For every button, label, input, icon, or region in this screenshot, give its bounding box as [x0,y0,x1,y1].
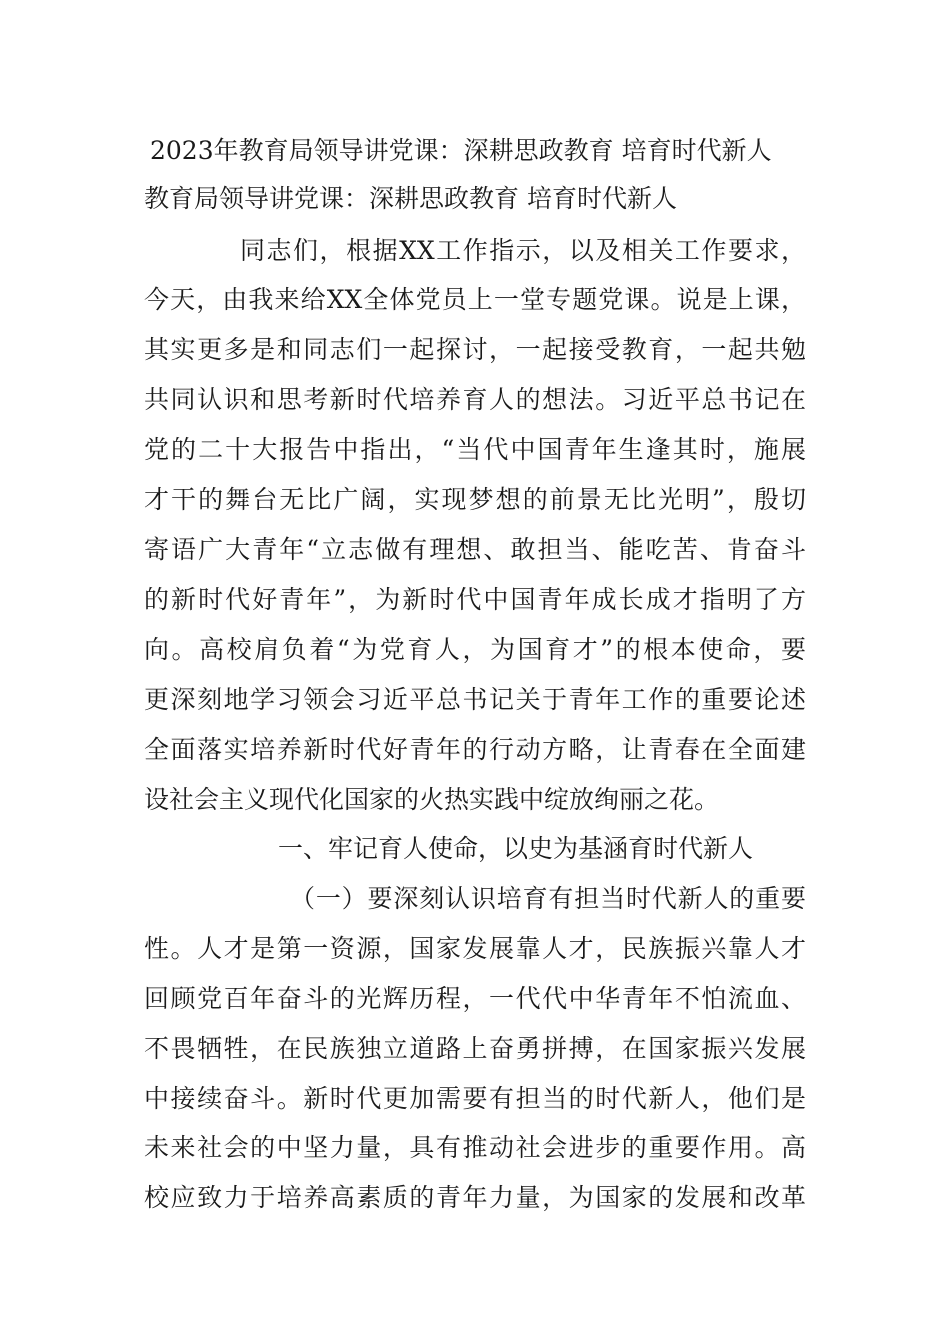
paragraph-line: 校应致力于培养高素质的青年力量，为国家的发展和改革 [144,1183,806,1212]
paragraph-line: 回顾党百年奋斗的光辉历程，一代代中华青年不怕流血、 [144,984,806,1013]
paragraph-line: 今天，由我来给XX全体党员上一堂专题党课。说是上课， [144,285,806,314]
section-heading: 一、牢记育人使命，以史为基涵育时代新人 [278,834,754,863]
paragraph-line: 全面落实培养新时代好青年的行动方略，让青春在全面建 [144,735,806,764]
paragraph-line: 不畏牺牲，在民族独立道路上奋勇拼搏，在国家振兴发展 [144,1034,806,1063]
document-subtitle: 教育局领导讲党课：深耕思政教育 培育时代新人 [144,184,677,213]
paragraph-line: 向。高校肩负着“为党育人，为国育才”的根本使命，要 [144,635,806,664]
document-title: 2023年教育局领导讲党课：深耕思政教育 培育时代新人 [150,136,772,165]
paragraph-line: 才干的舞台无比广阔，实现梦想的前景无比光明”，殷切 [144,485,806,514]
paragraph-line: 未来社会的中坚力量，具有推动社会进步的重要作用。高 [144,1133,806,1162]
paragraph-line: 的新时代好青年”，为新时代中国青年成长成才指明了方 [144,585,806,614]
paragraph-line: 共同认识和思考新时代培养育人的想法。习近平总书记在 [144,385,806,414]
paragraph-line: 寄语广大青年“立志做有理想、敢担当、能吃苦、肯奋斗 [144,535,806,564]
paragraph-line: 同志们，根据XX工作指示，以及相关工作要求， [240,236,806,265]
paragraph-line: 党的二十大报告中指出，“当代中国青年生逢其时，施展 [144,435,806,464]
paragraph-line: 性。人才是第一资源，国家发展靠人才，民族振兴靠人才 [144,934,806,963]
paragraph-line: 更深刻地学习领会习近平总书记关于青年工作的重要论述 [144,685,806,714]
paragraph-line: 其实更多是和同志们一起探讨，一起接受教育，一起共勉 [144,335,806,364]
paragraph-line: （一）要深刻认识培育有担当时代新人的重要 [290,884,806,913]
paragraph-line: 设社会主义现代化国家的火热实践中绽放绚丽之花。 [144,785,720,814]
paragraph-line: 中接续奋斗。新时代更加需要有担当的时代新人，他们是 [144,1084,806,1113]
